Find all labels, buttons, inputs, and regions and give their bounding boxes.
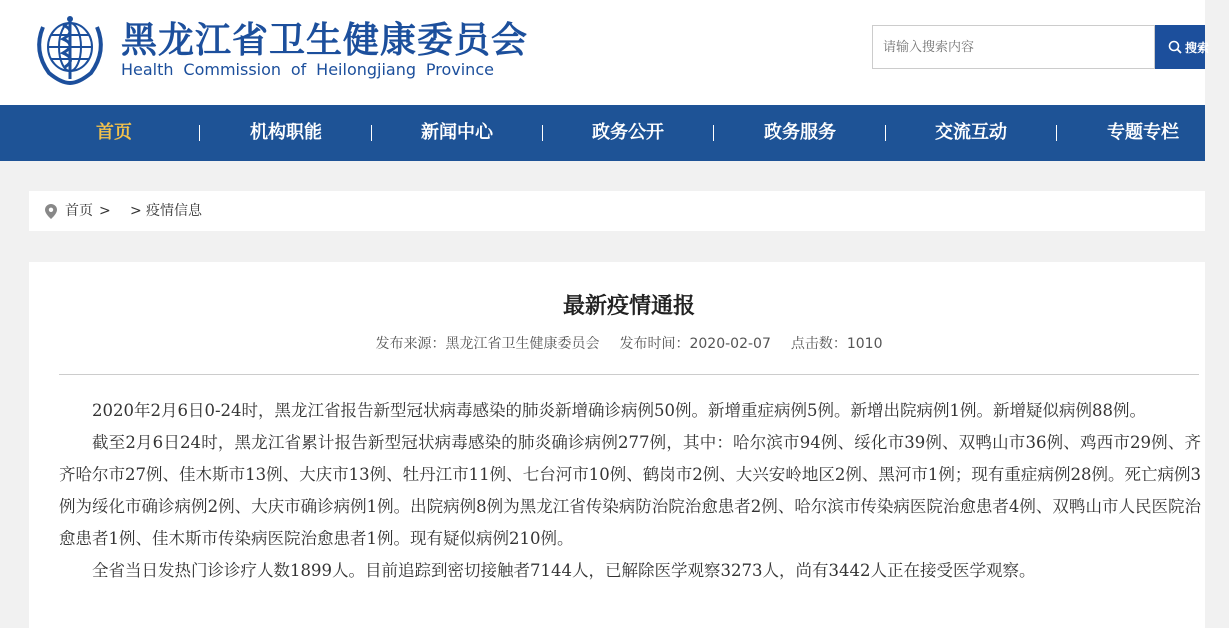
date-value: 2020-02-07 xyxy=(689,336,771,352)
nav-item-government-affairs[interactable]: 政务公开 xyxy=(592,122,664,143)
breadcrumb-home[interactable]: 首页 xyxy=(65,203,93,219)
breadcrumb-current[interactable]: 疫情信息 xyxy=(146,203,202,219)
main-nav xyxy=(0,105,1205,161)
site-title-en[interactable] xyxy=(121,60,494,80)
nav-divider xyxy=(885,125,886,141)
article-body xyxy=(59,395,1201,587)
site-title-en-word: Commission xyxy=(183,60,282,79)
site-title-en-word: Health xyxy=(121,60,174,79)
who-emblem-icon[interactable] xyxy=(29,11,111,87)
site-title-cn[interactable]: 黑龙江省卫生健康委员会 xyxy=(121,20,529,61)
site-title-en-word: Heilongjiang xyxy=(316,60,417,79)
nav-divider xyxy=(371,125,372,141)
article-title: 最新疫情通报 xyxy=(562,294,695,319)
search-input[interactable] xyxy=(872,25,1155,69)
clicks-value: 1010 xyxy=(846,336,883,352)
nav-item-interaction[interactable]: 交流互动 xyxy=(935,122,1007,143)
nav-divider xyxy=(713,125,714,141)
source-value: 黑龙江省卫生健康委员会 xyxy=(445,336,600,352)
site-header xyxy=(0,0,1210,105)
site-title-en-word: Province xyxy=(425,60,494,79)
article-paragraph: 全省当日发热门诊诊疗人数1899人。目前追踪到密切接触者7144人，已解除医学观察3273人，尚有3442人正在接受医学观察。 xyxy=(92,561,1036,580)
nav-item-topics[interactable]: 专题专栏 xyxy=(1107,122,1179,143)
clicks-label: 点击数： xyxy=(790,336,847,352)
nav-item-news[interactable]: 新闻中心 xyxy=(421,122,493,143)
site-title-en-word: of xyxy=(290,60,307,79)
breadcrumb-separator: > xyxy=(130,203,142,219)
breadcrumb xyxy=(29,191,1205,231)
article-paragraph: 2020年2月6日0-24时，黑龙江省报告新型冠状病毒感染的肺炎新增确诊病例50例。新增重症病例5例。新增出院病例1例。新增疑似病例88例。 xyxy=(92,401,1147,420)
nav-divider xyxy=(1056,125,1057,141)
date-label: 发布时间： xyxy=(619,336,690,352)
source-label: 发布来源： xyxy=(375,336,446,352)
breadcrumb-separator: > xyxy=(99,203,111,219)
title-divider xyxy=(59,374,1199,375)
article-paragraph: 截至2月6日24时，黑龙江省累计报告新型冠状病毒感染的肺炎确诊病例277例，其中：哈尔滨市94例、绥化市39例、双鸭山市36例、鸡西市29例、齐齐哈尔市27例、佳木斯市13例、大庆市13例、牡丹江市11例、七台河市10例、鹤岗市2例、大兴安岭地区2例、黑河市1例；现有重症病例28例。死亡病例3例为绥化市确诊病例2例、大庆市确诊病例1例。出院病例8例为黑龙江省传染病防治院治愈患者2例、哈尔滨市传染病医院治愈患者4例、双鸭山市人民医院治愈患者1例、佳木斯市传染病医院治愈患者1例。现有疑似病例210例。 xyxy=(59,433,1201,548)
location-pin-icon xyxy=(45,204,57,219)
search-button-label: 搜索 xyxy=(1185,40,1210,55)
search-icon xyxy=(1168,40,1182,54)
search-button[interactable] xyxy=(1155,25,1210,69)
nav-item-institution[interactable]: 机构职能 xyxy=(250,122,322,143)
nav-divider xyxy=(542,125,543,141)
article xyxy=(29,262,1205,628)
article-meta xyxy=(29,334,1229,354)
nav-item-home[interactable]: 首页 xyxy=(96,122,132,143)
nav-item-services[interactable]: 政务服务 xyxy=(764,122,836,143)
nav-divider xyxy=(199,125,200,141)
